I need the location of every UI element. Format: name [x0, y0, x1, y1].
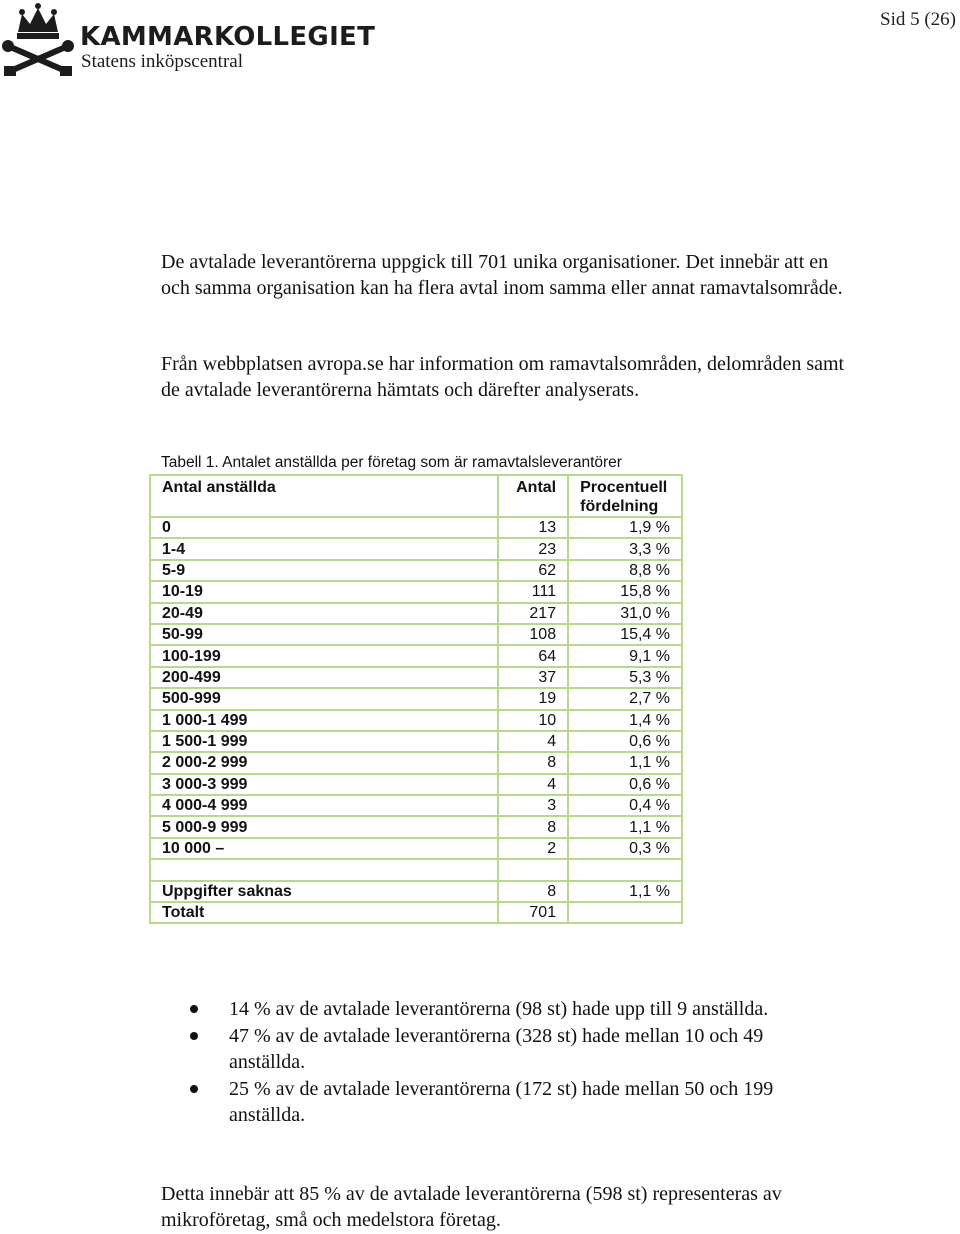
table-row-missing [150, 881, 682, 902]
conclusion-paragraph: Detta innebär att 85 % av de avtalade leverantörerna (598 st) representeras av mikroföretag, små och medelstora företag. [161, 1183, 782, 1231]
table-row [150, 645, 682, 666]
cell-range: 500-999 [150, 688, 498, 709]
table-row [150, 538, 682, 559]
list-item [190, 996, 830, 1022]
cell-pct: 15,8 % [568, 581, 682, 602]
table-row [150, 688, 682, 709]
cell-range: 4 000-4 999 [150, 795, 498, 816]
cell-pct: 1,1 % [568, 881, 682, 902]
table-caption: Tabell 1. Antalet anställda per företag som är ramavtalsleverantörer [161, 454, 622, 471]
cell-count: 23 [498, 538, 568, 559]
cell-range: 50-99 [150, 624, 498, 645]
cell-pct: 1,1 % [568, 752, 682, 773]
table-row [150, 774, 682, 795]
cell-pct: 0,6 % [568, 774, 682, 795]
cell-count: 701 [498, 902, 568, 923]
table-row [150, 752, 682, 773]
list-item-text: 14 % av de avtalade leverantörerna (98 st) hade upp till 9 anställda. [229, 998, 769, 1020]
cell-count: 10 [498, 710, 568, 731]
cell-count: 13 [498, 517, 568, 538]
list-item-text: 25 % av de avtalade leverantörerna (172 st) hade mellan 50 och 199 anställda. [229, 1078, 774, 1126]
findings-list [190, 996, 830, 1129]
cell-count: 4 [498, 774, 568, 795]
cell-range: Totalt [150, 902, 498, 923]
cell-pct: 0,6 % [568, 731, 682, 752]
header-procentuell-fordelning: Procentuell fördelning [568, 475, 682, 517]
page-number: Sid 5 (26) [880, 9, 956, 30]
kammarkollegiet-logo [0, 0, 376, 80]
cell-pct: 1,1 % [568, 816, 682, 837]
cell-count: 2 [498, 838, 568, 859]
cell-range: 1-4 [150, 538, 498, 559]
cell-range: 3 000-3 999 [150, 774, 498, 795]
cell-count: 108 [498, 624, 568, 645]
table-row [150, 795, 682, 816]
table-row-total [150, 902, 682, 923]
cell-count: 217 [498, 603, 568, 624]
cell-count: 3 [498, 795, 568, 816]
table-header-row [150, 475, 682, 517]
cell-pct: 1,4 % [568, 710, 682, 731]
bullet-icon [190, 1005, 198, 1013]
cell-pct: 31,0 % [568, 603, 682, 624]
cell-range: 100-199 [150, 645, 498, 666]
cell-count: 8 [498, 752, 568, 773]
list-item-text: 47 % av de avtalade leverantörerna (328 st) hade mellan 10 och 49 anställda. [229, 1025, 764, 1073]
cell-range: 5-9 [150, 560, 498, 581]
table-row [150, 816, 682, 837]
cell-range: 10-19 [150, 581, 498, 602]
cell-range: 200-499 [150, 667, 498, 688]
cell-pct: 9,1 % [568, 645, 682, 666]
bullet-icon [190, 1085, 198, 1093]
cell-pct: 15,4 % [568, 624, 682, 645]
cell-count: 37 [498, 667, 568, 688]
cell-count: 62 [498, 560, 568, 581]
cell-range: 0 [150, 517, 498, 538]
intro-paragraph-1: De avtalade leverantörerna uppgick till 701 unika organisationer. Det innebär att en och samma organisation kan ha flera avtal inom samma eller annat ramavtalsområde. [161, 251, 843, 299]
table-row [150, 517, 682, 538]
cell-range: 2 000-2 999 [150, 752, 498, 773]
list-item [190, 1023, 830, 1075]
cell-pct [568, 902, 682, 923]
cell-range: 20-49 [150, 603, 498, 624]
table-row [150, 838, 682, 859]
cell-count [498, 859, 568, 880]
cell-count: 19 [498, 688, 568, 709]
cell-count: 111 [498, 581, 568, 602]
cell-count: 8 [498, 881, 568, 902]
cell-pct: 3,3 % [568, 538, 682, 559]
cell-range: 1 000-1 499 [150, 710, 498, 731]
cell-range: Uppgifter saknas [150, 881, 498, 902]
table-row [150, 731, 682, 752]
cell-count: 4 [498, 731, 568, 752]
cell-range: 1 500-1 999 [150, 731, 498, 752]
cell-pct: 2,7 % [568, 688, 682, 709]
intro-paragraph-2: Från webbplatsen avropa.se har information om ramavtalsområden, delområden samt de avtalade leverantörerna hämtats och därefter analyserats. [161, 353, 845, 401]
org-subtitle: Statens inköpscentral [81, 51, 243, 72]
cell-pct: 0,4 % [568, 795, 682, 816]
header-antal: Antal [498, 475, 568, 517]
cell-pct: 0,3 % [568, 838, 682, 859]
org-name: KAMMARKOLLEGIET [80, 22, 376, 52]
cell-count: 8 [498, 816, 568, 837]
cell-count: 64 [498, 645, 568, 666]
cell-pct: 5,3 % [568, 667, 682, 688]
cell-pct [568, 859, 682, 880]
cell-pct: 1,9 % [568, 517, 682, 538]
table-row [150, 603, 682, 624]
list-item [190, 1076, 830, 1128]
table-row [150, 624, 682, 645]
table-row [150, 581, 682, 602]
cell-pct: 8,8 % [568, 560, 682, 581]
crown-keys-icon [0, 2, 76, 78]
employees-table [149, 474, 683, 924]
table-row-empty [150, 859, 682, 880]
cell-range [150, 859, 498, 880]
cell-range: 10 000 – [150, 838, 498, 859]
header-antal-anstallda: Antal anställda [150, 475, 498, 517]
table-row [150, 710, 682, 731]
table-row [150, 560, 682, 581]
cell-range: 5 000-9 999 [150, 816, 498, 837]
bullet-icon [190, 1032, 198, 1040]
table-row [150, 667, 682, 688]
